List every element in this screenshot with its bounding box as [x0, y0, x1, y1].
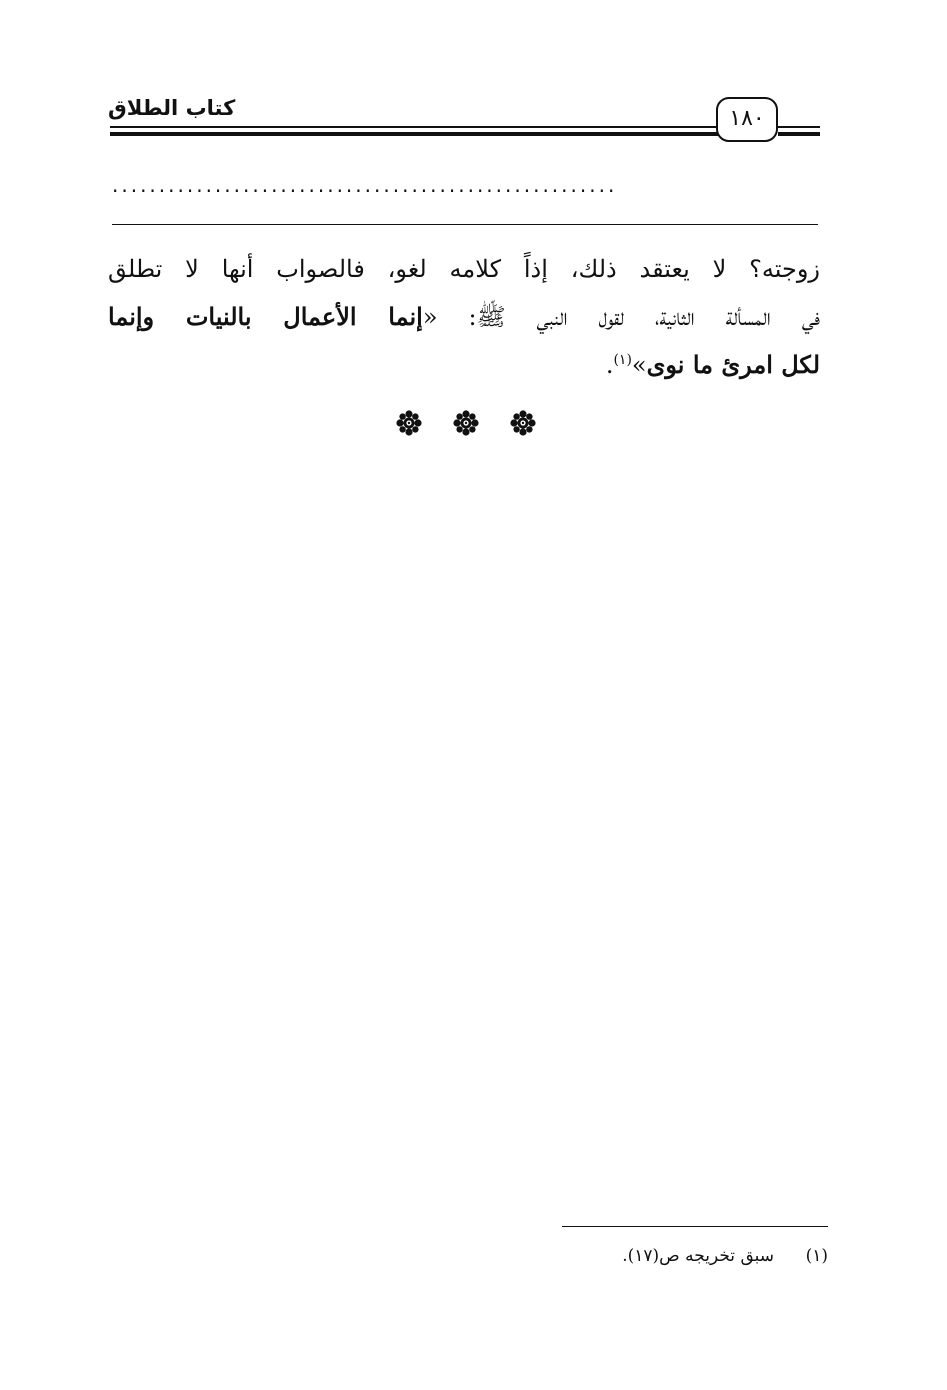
body-line-2-text: في المسألة الثانية، لقول النبي ﷺ: « [422, 303, 820, 331]
hadith-quote-part-1: إنما الأعمال بالنيات وإنما [108, 302, 423, 331]
running-head-title: كتاب الطلاق [108, 96, 236, 120]
footnote-reference: (١) [613, 352, 632, 368]
footnote-text: سبق تخريجه ص(١٧). [622, 1246, 774, 1266]
dotted-separator: ...................................................... [112, 173, 618, 197]
header-rule-right-top [778, 126, 820, 128]
header-rule-bottom [110, 132, 718, 136]
ornament-divider [396, 410, 536, 436]
hadith-quote-part-2: لكل امرئ ما نوى [646, 350, 820, 379]
sentence-end: . [605, 351, 614, 379]
body-line-1: زوجته؟ لا يعتقد ذلك، إذاً كلامه لغو، فالصواب أنها لا تطلق [108, 255, 820, 283]
header-rule-top [110, 126, 718, 128]
ornament-icon [453, 410, 479, 436]
ornament-icon [510, 410, 536, 436]
footnote-number: (١) [805, 1246, 828, 1266]
header-rule-right-bottom [778, 132, 820, 136]
ornament-icon [396, 410, 422, 436]
page-number: ١٨٠ [716, 97, 778, 142]
footnote [420, 1243, 828, 1269]
footnote-rule [562, 1226, 828, 1227]
body-paragraph [108, 246, 820, 389]
body-line-3 [108, 341, 820, 389]
body-line-2 [108, 293, 820, 341]
quote-close-mark: » [631, 351, 647, 379]
section-rule [112, 224, 818, 225]
